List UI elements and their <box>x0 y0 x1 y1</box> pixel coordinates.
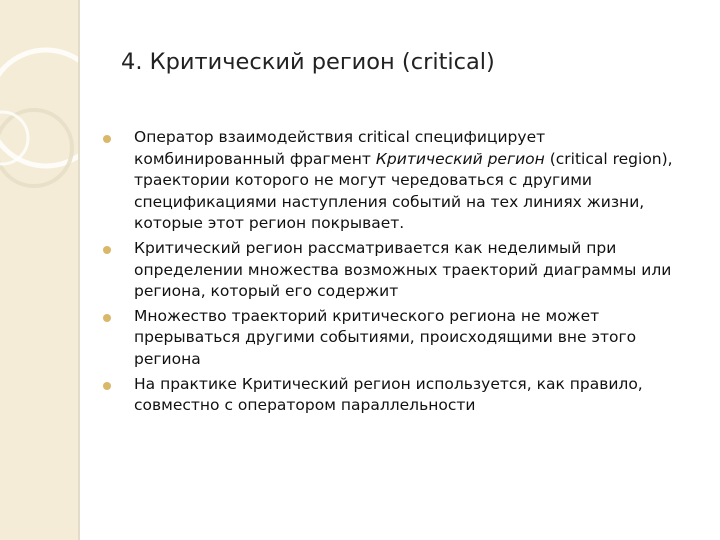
side-divider <box>78 0 80 540</box>
bullet-item-4 <box>100 374 710 417</box>
bullet-dot-icon <box>103 382 111 390</box>
bullet-item-2 <box>100 238 710 303</box>
bullet-line: региона <box>134 349 201 368</box>
bullet-line <box>134 149 710 171</box>
decorative-side-panel <box>0 0 78 540</box>
bullet-dot-icon <box>103 135 111 143</box>
bullet-item-3 <box>100 306 710 371</box>
bullet-line: Оператор взаимодействия critical специфицирует <box>134 128 546 146</box>
bullet-line: определении множества возможных траекторий диаграммы или <box>134 260 672 279</box>
bullet-dot-icon <box>103 246 111 254</box>
bullet-item-1 <box>100 127 710 235</box>
bullet-dot-icon <box>103 314 111 322</box>
bullet-line: спецификациями наступления событий на тех линиях жизни, <box>134 192 645 211</box>
bullet-list <box>100 127 710 420</box>
bullet-line: совместно с оператором параллельности <box>134 396 476 415</box>
bullet-line: Критический регион рассматривается как неделимый при <box>134 238 617 257</box>
bullet-line: Множество траекторий критического региона не может <box>134 306 600 325</box>
bullet-line: траектории которого не могут чередоваться с другими <box>134 171 592 190</box>
bullet-line: На практике Критический регион используется, как правило, <box>134 374 643 393</box>
line-text: комбинированный фрагмент <box>134 149 376 168</box>
slide-title: 4. Критический регион (critical) <box>121 49 495 75</box>
italic-term: Критический регион <box>375 149 545 168</box>
bullet-line: региона, который его содержит <box>134 282 399 301</box>
bullet-line: прерываться другими событиями, происходящими вне этого <box>134 328 637 347</box>
bullet-line: которые этот регион покрывает. <box>134 214 405 233</box>
decorative-circles <box>0 0 78 540</box>
line-text: (critical region), <box>544 149 673 168</box>
